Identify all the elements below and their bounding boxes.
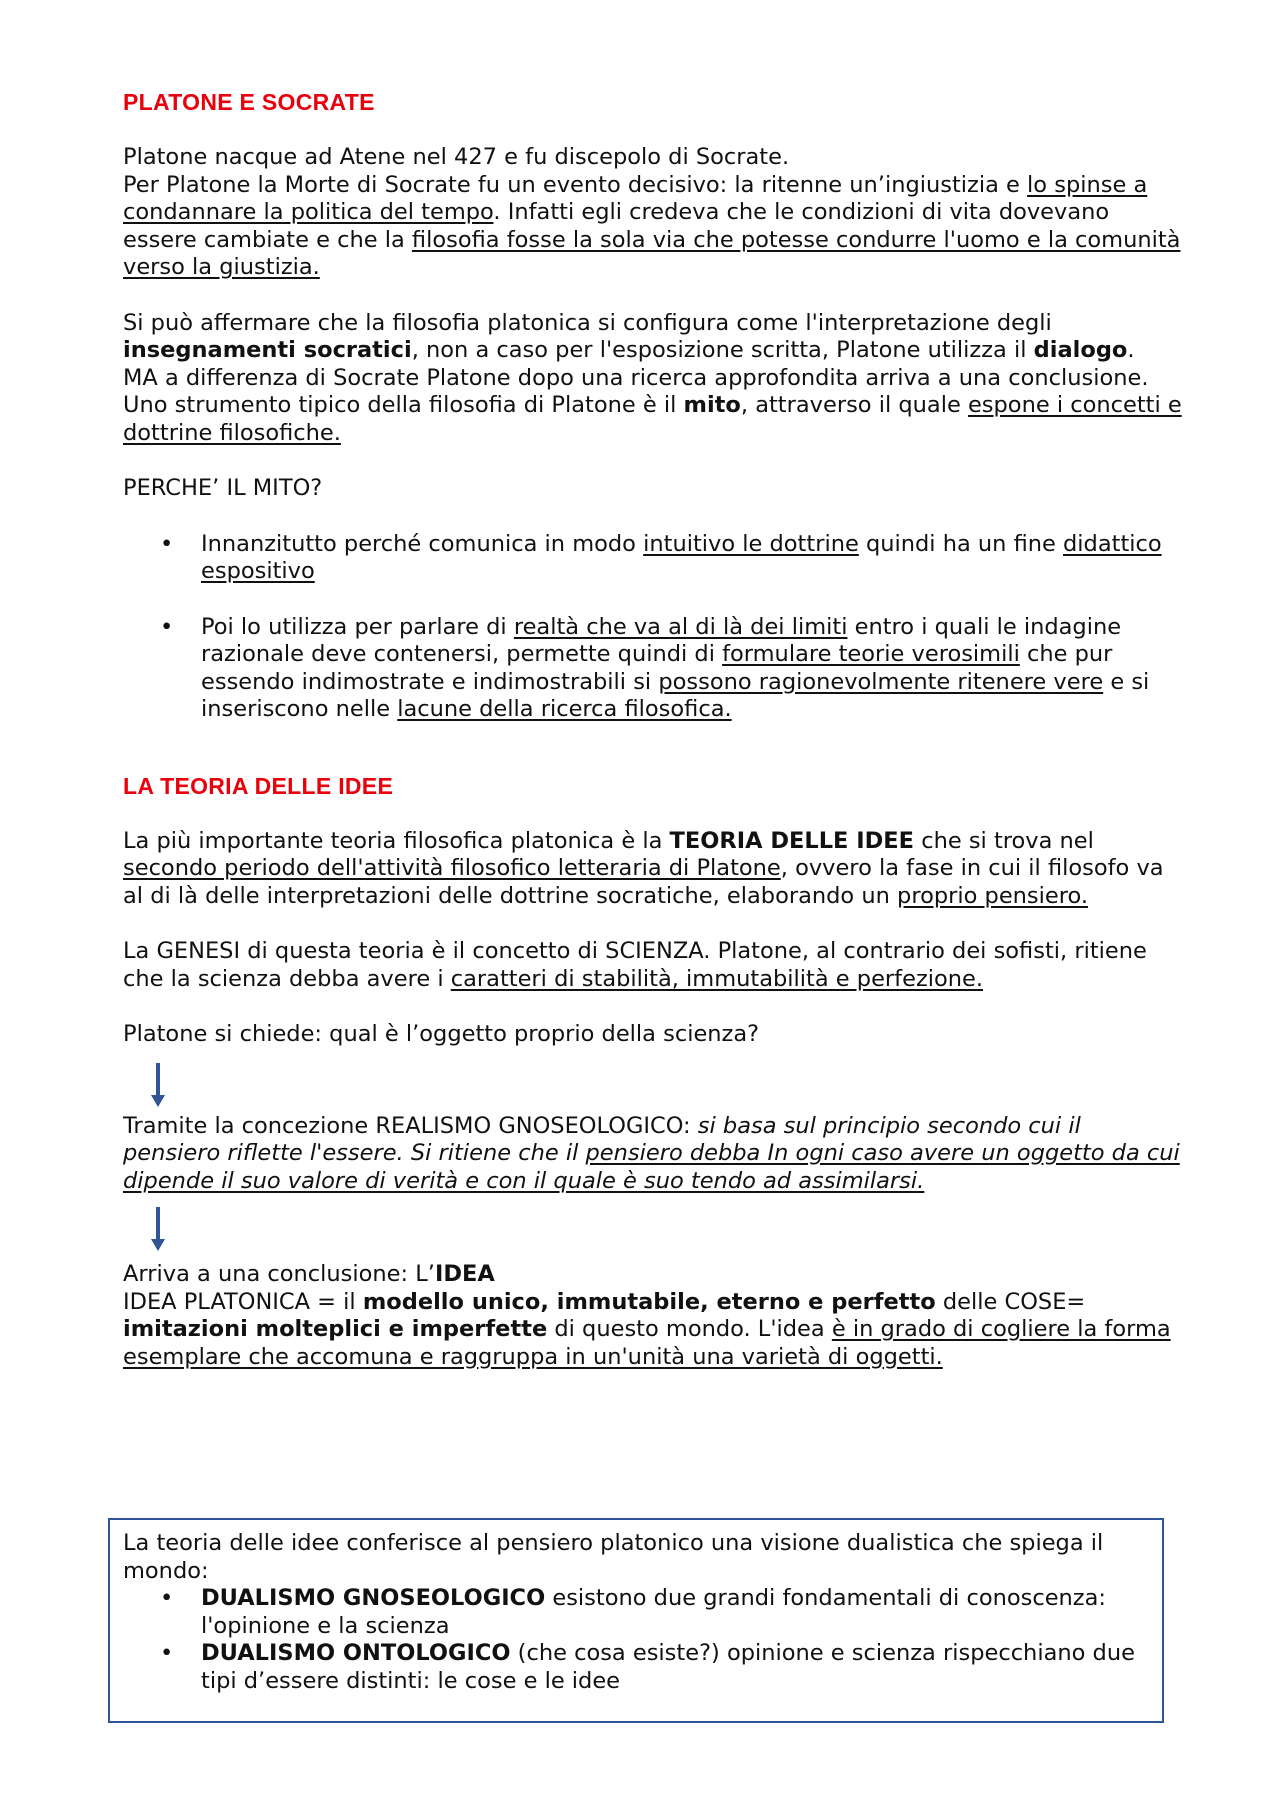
- list-item: • Poi lo utilizza per parlare di realtà che va al di là dei limiti entro i quali le indagine razionale deve contenersi, permette quindi di formulare teorie verosimili che pur essendo indimostrate e indimostrabili si possono ragionevolmente ritenere vere e si inseriscono nelle lacune della ricerca filosofica.: [160, 613, 1150, 722]
- paragraph-realismo-gnoseologico: Tramite la concezione REALISMO GNOSEOLOGICO: si basa sul principio secondo cui il pensiero riflette l'essere. Si ritiene che il pensiero debba In ogni caso avere un oggetto da cui dipende il suo valore di verità e con il quale è suo tendo ad assimilarsi.: [123, 1112, 1180, 1194]
- box-intro: La teoria delle idee conferisce al pensiero platonico una visione dualistica che spiega il mondo:: [123, 1530, 1104, 1584]
- paragraph-idea-conclusion: Arriva a una conclusione: L’IDEA: [123, 1261, 495, 1287]
- paragraph-genesis: La GENESI di questa teoria è il concetto di SCIENZA. Platone, al contrario dei sofisti, ritiene che la scienza debba avere i caratteri di stabilità, immutabilità e perfezione.: [123, 938, 1147, 992]
- paragraph-birth: Platone nacque ad Atene nel 427 e fu discepolo di Socrate.: [123, 144, 790, 170]
- paragraph-death-of-socrates: Per Platone la Morte di Socrate fu un evento decisivo: la ritenne un’ingiustizia e lo spinse a condannare la politica del tempo. Infatti egli credeva che le condizioni di vita dovevano essere cambiate e che la filosofia fosse la sola via che potesse condurre l'uomo e la comunità verso la giustizia.: [123, 171, 1181, 280]
- paragraph-theory-of-ideas: La più importante teoria filosofica platonica è la TEORIA DELLE IDEE che si trova nel secondo periodo dell'attività filosofico letteraria di Platone, ovvero la fase in cui il filosofo va al di là delle interpretazioni delle dottrine socratiche, elaborando un proprio pensiero.: [123, 827, 1164, 909]
- dualism-list: [123, 1585, 1163, 1695]
- list-item: • DUALISMO GNOSEOLOGICO esistono due grandi fondamentali di conoscenza: l'opinione e la scienza: [160, 1585, 1106, 1639]
- paragraph-idea-platonica: IDEA PLATONICA = il modello unico, immutabile, eterno e perfetto delle COSE= imitazioni molteplici e imperfette di questo mondo. L'idea è in grado di cogliere la forma esemplare che accomuna e raggruppa in un'unità una varietà di oggetti.: [123, 1288, 1171, 1370]
- question-why-myth: PERCHE’ IL MITO?: [123, 475, 323, 501]
- paragraph-socratic-teachings: Si può affermare che la filosofia platonica si configura come l'interpretazione degli insegnamenti socratici, non a caso per l'esposizione scritta, Platone utilizza il dialogo.: [123, 309, 1135, 363]
- down-arrow-icon: [123, 1207, 1183, 1253]
- paragraph-conclusion: MA a differenza di Socrate Platone dopo una ricerca approfondita arriva a una conclusione.: [123, 364, 1149, 391]
- bullet-icon: •: [160, 1640, 174, 1666]
- list-item: • Innanzitutto perché comunica in modo intuitivo le dottrine quindi ha un fine didattico espositivo: [160, 530, 1162, 584]
- bullet-icon: •: [160, 530, 174, 557]
- list-item: • DUALISMO ONTOLOGICO (che cosa esiste?) opinione e scienza rispecchiano due tipi d’essere distinti: le cose e le idee: [160, 1640, 1135, 1694]
- paragraph-question-science: Platone si chiede: qual è l’oggetto proprio della scienza?: [123, 1021, 760, 1047]
- dualism-summary-box: [108, 1518, 1164, 1723]
- bullet-icon: •: [160, 1585, 174, 1611]
- heading-platone-e-socrate: PLATONE E SOCRATE: [123, 89, 375, 115]
- paragraph-myth: Uno strumento tipico della filosofia di Platone è il mito, attraverso il quale espone i concetti e dottrine filosofiche.: [123, 392, 1182, 446]
- document-body: [123, 88, 1183, 1371]
- myth-reasons-list-2: [123, 614, 1183, 724]
- myth-reasons-list: [123, 531, 1183, 586]
- bullet-icon: •: [160, 613, 174, 640]
- down-arrow-icon: [123, 1063, 1183, 1109]
- heading-teoria-delle-idee: LA TEORIA DELLE IDEE: [123, 772, 394, 799]
